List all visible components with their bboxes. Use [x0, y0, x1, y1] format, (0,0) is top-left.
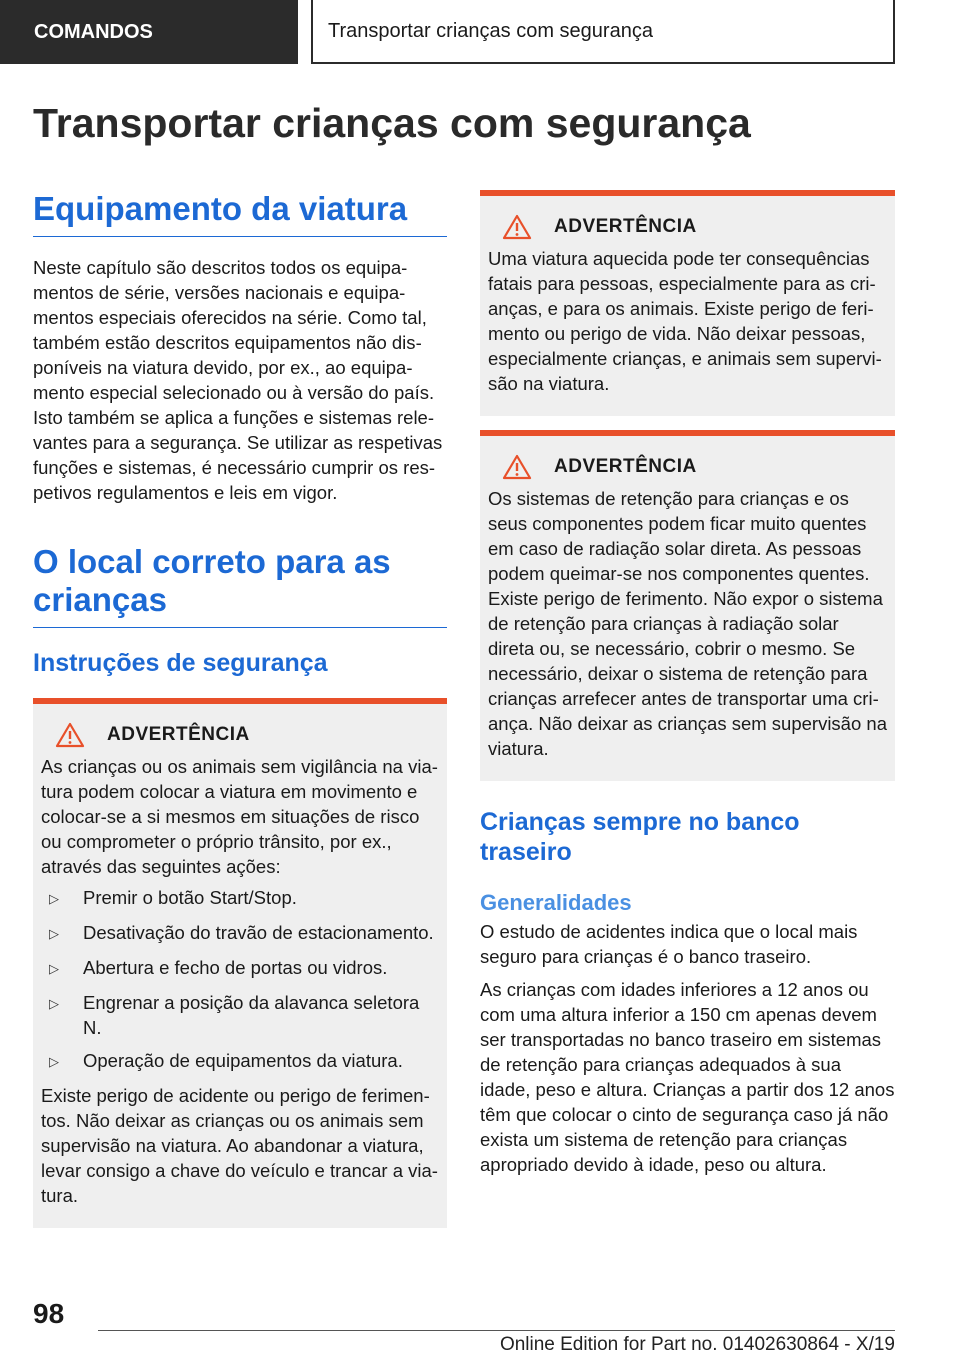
heading-correct-place: O local correto para as crianças	[33, 543, 447, 628]
heading-safety-instructions: Instruções de segurança	[33, 649, 328, 677]
warning-title: ADVERTÊNCIA	[554, 456, 697, 477]
heading-rear-seat: Crianças sempre no banco traseiro	[480, 808, 800, 866]
list-item: ▷ Operação de equipamentos da viatura.	[41, 1048, 439, 1075]
list-item: ▷ Desativação do travão de estacionamento.	[41, 920, 439, 947]
list-item: ▷ Abertura e fecho de portas ou vidros.	[41, 955, 439, 982]
warning-header	[41, 722, 439, 748]
heading-vehicle-equipment: Equipamento da viatura	[33, 190, 447, 237]
bullet-triangle-icon: ▷	[49, 961, 59, 976]
chapter-tab: Transportar crianças com segurança	[311, 0, 895, 64]
warning-text: Os sistemas de retenção para crianças e os seus componentes podem ficar muito quentes em caso de radiação solar direta. As pessoas podem queimar-se nos componentes quentes. Existe perigo de ferimento. Não expor o sistema de retenção para crianças à radiação solar direta ou, se necessário, cobrir o mesmo. Se necessário, deixar o sistema de retenção para crianças arrefecer antes de transportar uma criança. Não deixar as crianças sem supervisão na viatura.	[488, 488, 887, 759]
warning-box-unattended	[33, 698, 447, 1228]
warning-intro: As crianças ou os animais sem vigilância na viatura podem colocar a viatura em movimento e colocar-se a si mesmos em situações de risco ou comprometer o próprio trânsito, por ex., através das seguintes ações:	[41, 756, 438, 877]
general-paragraph-2: As crianças com idades inferiores a 12 anos ou com uma altura inferior a 150 cm apenas devem ser transportadas no banco traseiro em sistemas de retenção para crianças adequados à sua idade, peso e altura. Crianças a partir dos 12 anos têm que colocar o cinto de segurança caso já não exista um sistema de retenção para crianças apropriado devido à idade, peso ou altura.	[480, 979, 895, 1175]
bullet-triangle-icon: ▷	[49, 996, 59, 1011]
left-column	[33, 190, 447, 1228]
warning-outro: Existe perigo de acidente ou perigo de ferimentos. Não deixar as crianças ou os animais sem supervisão na viatura. Ao abandonar a viatura, levar consigo a chave do veículo e trancar a viatura.	[41, 1085, 438, 1206]
warning-triangle-icon	[502, 454, 532, 480]
warning-title: ADVERTÊNCIA	[554, 216, 697, 237]
warning-title: ADVERTÊNCIA	[107, 724, 250, 745]
heading-general: Generalidades	[480, 890, 632, 915]
action-list	[41, 885, 439, 1075]
bullet-triangle-icon: ▷	[49, 891, 59, 906]
warning-header	[488, 214, 887, 240]
warning-text: Uma viatura aquecida pode ter consequências fatais para pessoas, especialmente para as crianças, e para os animais. Existe perigo de ferimento ou perigo de vida. Não deixar pessoas, especialmente crianças, e animais sem supervisão na viatura.	[488, 248, 882, 394]
warning-header	[488, 454, 887, 480]
warning-triangle-icon	[502, 214, 532, 240]
bullet-triangle-icon: ▷	[49, 926, 59, 941]
warning-box-hot-seat	[480, 430, 895, 781]
bullet-triangle-icon: ▷	[49, 1054, 59, 1069]
section-tab: COMANDOS	[0, 0, 298, 64]
warning-triangle-icon	[55, 722, 85, 748]
right-column	[480, 190, 895, 1177]
page-number: 98	[33, 1298, 65, 1329]
page-header	[0, 0, 960, 66]
general-paragraph-1: O estudo de acidentes indica que o local mais seguro para crianças é o banco traseiro.	[480, 921, 858, 967]
equipment-paragraph: Neste capítulo são descritos todos os equipamentos de série, versões nacionais e equipamentos especiais oferecidos na série. Como tal, também estão descritos equipamentos não disponíveis na viatura devido, por ex., ao equipamento especial selecionado ou à versão do país. Isto também se aplica a funções e sistemas relevantes para a segurança. Se utilizar as respetivas funções e sistemas, é necessário cumprir os respetivos regulamentos e leis em vigor.	[33, 257, 443, 503]
list-item: ▷ Premir o botão Start/Stop.	[41, 885, 439, 912]
list-item: ▷ Engrenar a posição da alavanca seletora N.	[41, 990, 439, 1040]
page-title: Transportar crianças com segurança	[33, 100, 751, 146]
warning-box-heated-vehicle	[480, 190, 895, 416]
footer-divider	[98, 1330, 895, 1331]
edition-note: Online Edition for Part no. 01402630864 - X/19	[499, 1334, 895, 1355]
